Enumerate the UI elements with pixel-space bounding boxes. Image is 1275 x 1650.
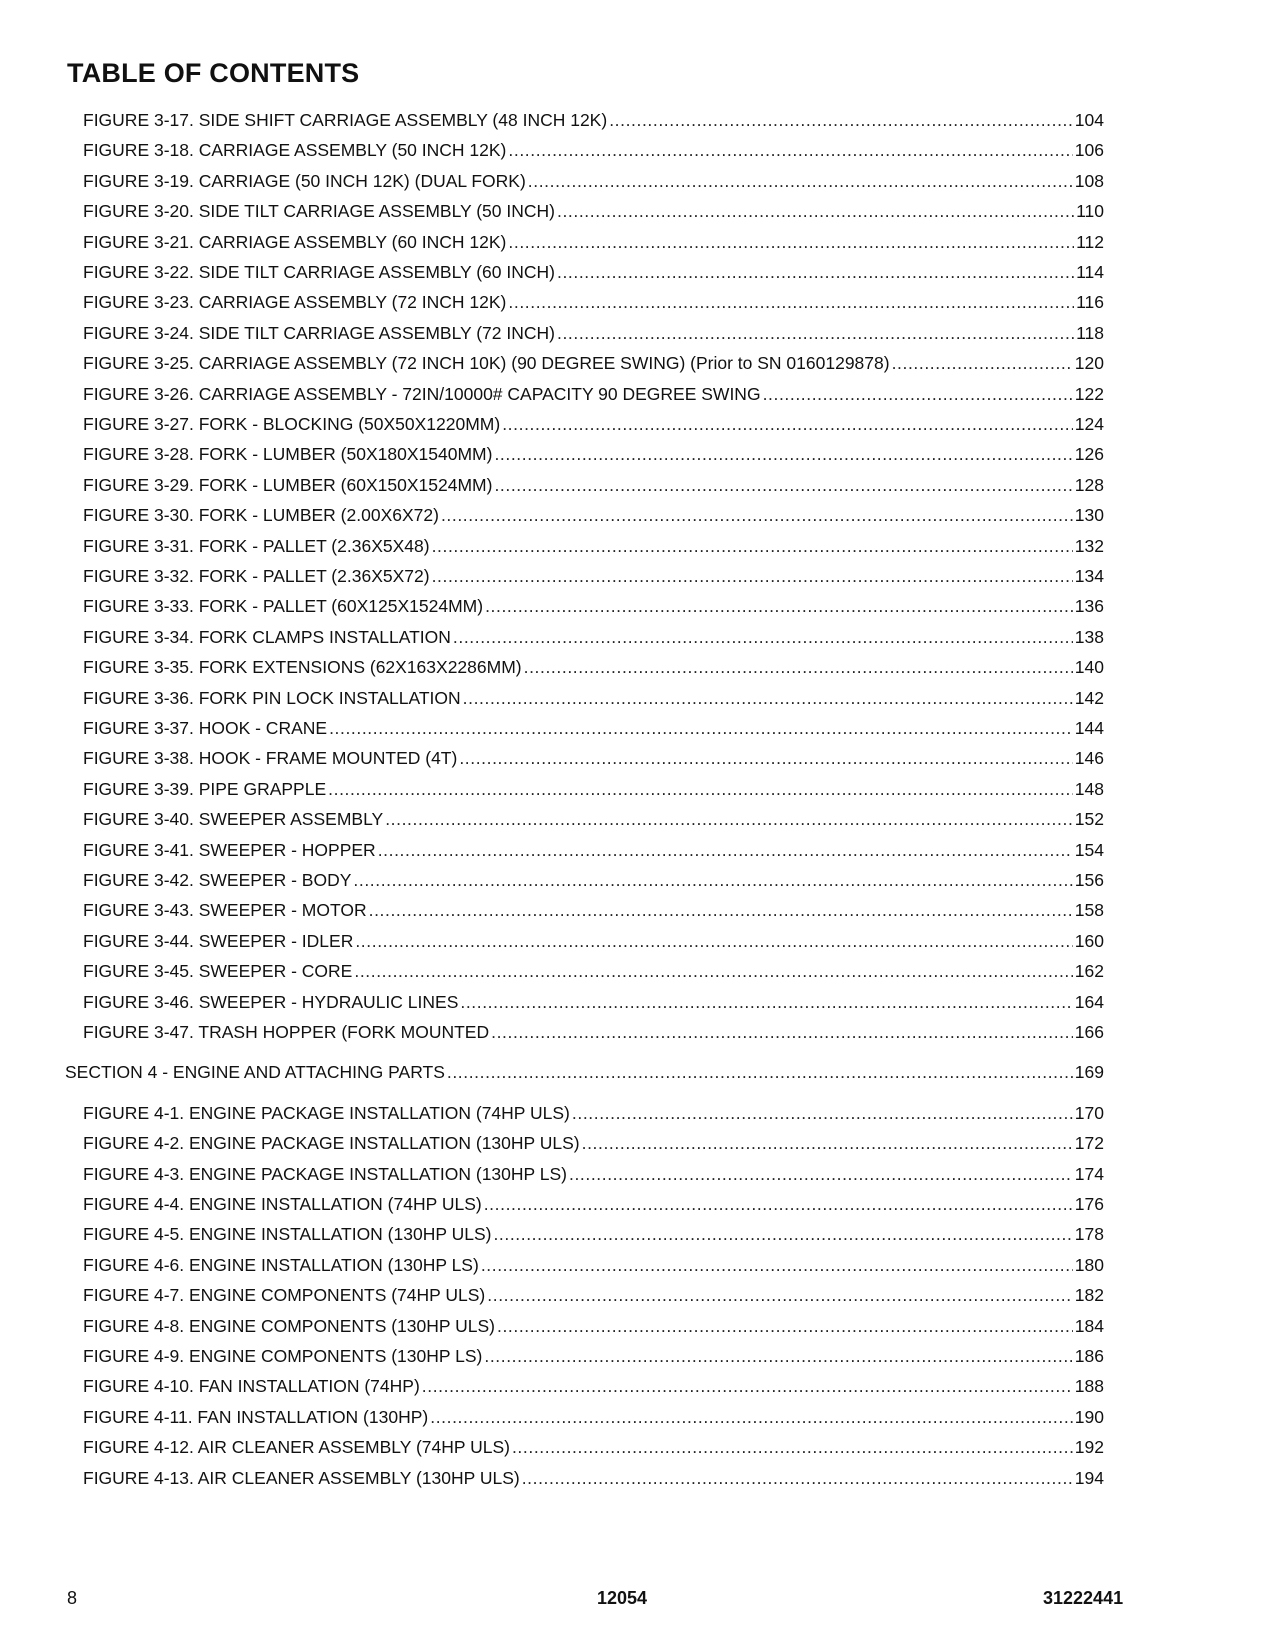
toc-figure-link[interactable] [83, 1129, 1104, 1153]
dot-leader [508, 292, 1074, 312]
toc-entry-page: 108 [1074, 171, 1104, 191]
toc-entry-label: FIGURE 4-2. ENGINE PACKAGE INSTALLATION (130HP ULS) [83, 1133, 580, 1153]
toc-entry-page: 116 [1076, 292, 1104, 312]
toc-figure-link[interactable] [83, 805, 1104, 829]
toc-figure-link[interactable] [83, 896, 1104, 920]
toc-entry-label: FIGURE 4-12. AIR CLEANER ASSEMBLY (74HP ULS) [83, 1437, 510, 1457]
toc-entry-label: FIGURE 4-13. AIR CLEANER ASSEMBLY (130HP ULS) [83, 1468, 520, 1488]
toc-entry-label: FIGURE 4-6. ENGINE INSTALLATION (130HP LS) [83, 1255, 479, 1275]
toc-entry-page: 172 [1074, 1133, 1104, 1153]
toc-figure-link[interactable] [83, 592, 1104, 616]
toc-figure-link[interactable] [83, 714, 1104, 738]
toc-entry-page: 110 [1076, 201, 1104, 221]
toc-entry-page: 194 [1074, 1468, 1104, 1488]
dot-leader [557, 323, 1074, 343]
dot-leader [508, 232, 1074, 252]
toc-figure-link[interactable] [83, 471, 1104, 495]
dot-leader [508, 140, 1072, 160]
toc-entry-page: 122 [1074, 384, 1104, 404]
toc-entry-page: 158 [1074, 900, 1104, 920]
toc-figure-link[interactable] [83, 775, 1104, 799]
toc-entry-label: FIGURE 3-35. FORK EXTENSIONS (62X163X2286MM) [83, 657, 522, 677]
toc-entry-page: 106 [1074, 140, 1104, 160]
toc-section-link[interactable] [65, 1058, 1104, 1082]
toc-figure-link[interactable] [83, 684, 1104, 708]
toc-figure-link[interactable] [83, 349, 1104, 373]
toc-figure-link[interactable] [83, 1190, 1104, 1214]
footer-part-number: 31222441 [1043, 1588, 1124, 1608]
dot-leader [463, 688, 1073, 708]
toc-figure-link[interactable] [83, 136, 1104, 160]
toc-entry-label: FIGURE 3-29. FORK - LUMBER (60X150X1524MM) [83, 475, 493, 495]
toc-entry-label: FIGURE 3-31. FORK - PALLET (2.36X5X48) [83, 536, 430, 556]
toc-entry-page: 130 [1074, 505, 1104, 525]
toc-entry-label: FIGURE 4-10. FAN INSTALLATION (74HP) [83, 1376, 420, 1396]
toc-entry-label: FIGURE 3-26. CARRIAGE ASSEMBLY - 72IN/10000# CAPACITY 90 DEGREE SWING [83, 384, 761, 404]
toc-figure-link[interactable] [83, 410, 1104, 434]
toc-figure-link[interactable] [83, 106, 1104, 130]
toc-entry-page: 120 [1074, 353, 1104, 373]
toc-entry-page: 114 [1076, 262, 1104, 282]
dot-leader [328, 779, 1073, 799]
toc-entry-page: 144 [1074, 718, 1104, 738]
toc-figure-link[interactable] [83, 562, 1104, 586]
toc-figure-link[interactable] [83, 623, 1104, 647]
toc-entry-label: FIGURE 3-30. FORK - LUMBER (2.00X6X72) [83, 505, 439, 525]
toc-entry-page: 136 [1074, 596, 1104, 616]
toc-entry-page: 154 [1074, 840, 1104, 860]
toc-entry-label: FIGURE 3-20. SIDE TILT CARRIAGE ASSEMBLY (50 INCH) [83, 201, 555, 221]
toc-entry-label: FIGURE 3-21. CARRIAGE ASSEMBLY (60 INCH 12K) [83, 232, 507, 252]
dot-leader [353, 870, 1072, 890]
toc-figure-link[interactable] [83, 957, 1104, 981]
toc-entry-page: 112 [1076, 232, 1104, 252]
toc-entry-label: SECTION 4 - ENGINE AND ATTACHING PARTS [65, 1062, 445, 1082]
dot-leader [582, 1133, 1073, 1153]
toc-figure-link[interactable] [83, 1433, 1104, 1457]
toc-entry-page: 132 [1074, 536, 1104, 556]
toc-figure-link[interactable] [83, 258, 1104, 282]
toc-entry-page: 188 [1074, 1376, 1104, 1396]
toc-entry-page: 138 [1074, 627, 1104, 647]
toc-entry-page: 176 [1074, 1194, 1104, 1214]
toc-figure-link[interactable] [83, 1281, 1104, 1305]
footer-center-code: 12054 [597, 1588, 648, 1608]
dot-leader [432, 566, 1073, 586]
toc-entry-page: 166 [1074, 1022, 1104, 1042]
toc-entry-page: 170 [1074, 1103, 1104, 1123]
dot-leader [502, 414, 1073, 434]
toc-figure-link[interactable] [83, 1251, 1104, 1275]
dot-leader [557, 262, 1074, 282]
toc-figure-link[interactable] [83, 532, 1104, 556]
toc-entry-label: FIGURE 4-7. ENGINE COMPONENTS (74HP ULS) [83, 1285, 486, 1305]
dot-leader [453, 627, 1073, 647]
toc-entry-label: FIGURE 3-36. FORK PIN LOCK INSTALLATION [83, 688, 461, 708]
toc-entry-label: FIGURE 3-40. SWEEPER ASSEMBLY [83, 809, 384, 829]
dot-leader [497, 1316, 1073, 1336]
toc-figure-link[interactable] [83, 1312, 1104, 1336]
dot-leader [494, 475, 1072, 495]
toc-figure-link[interactable] [83, 440, 1104, 464]
toc-entry-label: FIGURE 3-38. HOOK - FRAME MOUNTED (4T) [83, 748, 458, 768]
dot-leader [459, 748, 1072, 768]
dot-leader [485, 596, 1073, 616]
toc-figure-link[interactable] [83, 1018, 1104, 1042]
dot-leader [432, 536, 1073, 556]
toc-entry-label: FIGURE 3-28. FORK - LUMBER (50X180X1540MM) [83, 444, 493, 464]
dot-leader [385, 809, 1073, 829]
dot-leader [369, 900, 1073, 920]
toc-figure-link[interactable] [83, 319, 1104, 343]
toc-entry-label: FIGURE 3-32. FORK - PALLET (2.36X5X72) [83, 566, 430, 586]
dot-leader [378, 840, 1073, 860]
dot-leader [491, 1022, 1073, 1042]
toc-entry-page: 124 [1074, 414, 1104, 434]
toc-entry-label: FIGURE 3-46. SWEEPER - HYDRAULIC LINES [83, 992, 459, 1012]
toc-entry-page: 182 [1074, 1285, 1104, 1305]
toc-figure-link[interactable] [83, 197, 1104, 221]
toc-entry-page: 192 [1074, 1437, 1104, 1457]
toc-entry-label: FIGURE 3-25. CARRIAGE ASSEMBLY (72 INCH 10K) (90 DEGREE SWING) (Prior to SN 0160129878) [83, 353, 890, 373]
dot-leader [355, 931, 1072, 951]
toc-entry-label: FIGURE 3-27. FORK - BLOCKING (50X50X1220MM) [83, 414, 501, 434]
dot-leader [493, 1224, 1072, 1244]
toc-entry-label: FIGURE 3-22. SIDE TILT CARRIAGE ASSEMBLY (60 INCH) [83, 262, 555, 282]
toc-entry-page: 180 [1074, 1255, 1104, 1275]
toc-entry-page: 164 [1074, 992, 1104, 1012]
dot-leader [329, 718, 1073, 738]
toc-entry-label: FIGURE 4-9. ENGINE COMPONENTS (130HP LS) [83, 1346, 483, 1366]
dot-leader [487, 1285, 1073, 1305]
dot-leader [422, 1376, 1073, 1396]
toc-entry-page: 152 [1074, 809, 1104, 829]
toc-entry-label: FIGURE 3-19. CARRIAGE (50 INCH 12K) (DUAL FORK) [83, 171, 526, 191]
dot-leader [763, 384, 1073, 404]
toc-entry-label: FIGURE 3-17. SIDE SHIFT CARRIAGE ASSEMBLY (48 INCH 12K) [83, 110, 608, 130]
toc-figure-link[interactable] [83, 1342, 1104, 1366]
toc-figure-link[interactable] [83, 988, 1104, 1012]
toc-figure-link[interactable] [83, 1160, 1104, 1184]
toc-figure-link[interactable] [83, 501, 1104, 525]
page-title: TABLE OF CONTENTS [67, 58, 360, 88]
toc-entry-label: FIGURE 4-11. FAN INSTALLATION (130HP) [83, 1407, 429, 1427]
dot-leader [609, 110, 1073, 130]
dot-leader [460, 992, 1072, 1012]
toc-entry-page: 146 [1074, 748, 1104, 768]
dot-leader [430, 1407, 1073, 1427]
toc-figure-link[interactable] [83, 1372, 1104, 1396]
dot-leader [557, 201, 1074, 221]
toc-entry-label: FIGURE 3-33. FORK - PALLET (60X125X1524MM) [83, 596, 484, 616]
dot-leader [512, 1437, 1073, 1457]
toc-entry-page: 118 [1076, 323, 1104, 343]
toc-entry-page: 134 [1074, 566, 1104, 586]
toc-entry-label: FIGURE 3-47. TRASH HOPPER (FORK MOUNTED [83, 1022, 490, 1042]
toc-entry-page: 184 [1074, 1316, 1104, 1336]
toc-entry-label: FIGURE 3-37. HOOK - CRANE [83, 718, 328, 738]
toc-entry-label: FIGURE 4-8. ENGINE COMPONENTS (130HP ULS) [83, 1316, 495, 1336]
dot-leader [441, 505, 1073, 525]
toc-entry-page: 156 [1074, 870, 1104, 890]
toc-entry-label: FIGURE 3-34. FORK CLAMPS INSTALLATION [83, 627, 451, 647]
toc-entry-label: FIGURE 4-3. ENGINE PACKAGE INSTALLATION (130HP LS) [83, 1164, 567, 1184]
toc-figure-link[interactable] [83, 167, 1104, 191]
toc-entry-page: 126 [1074, 444, 1104, 464]
toc-entry-page: 169 [1074, 1062, 1104, 1082]
toc-entry-label: FIGURE 3-42. SWEEPER - BODY [83, 870, 352, 890]
toc-entry-page: 142 [1074, 688, 1104, 708]
dot-leader [484, 1194, 1073, 1214]
toc-figure-link[interactable] [83, 866, 1104, 890]
toc-entry-label: FIGURE 3-44. SWEEPER - IDLER [83, 931, 354, 951]
toc-entry-page: 174 [1074, 1164, 1104, 1184]
toc-figure-link[interactable] [83, 1464, 1104, 1488]
toc-entry-label: FIGURE 4-4. ENGINE INSTALLATION (74HP ULS) [83, 1194, 482, 1214]
dot-leader [524, 657, 1073, 677]
toc-entry-page: 148 [1074, 779, 1104, 799]
toc-entry-page: 178 [1074, 1224, 1104, 1244]
toc-figure-link[interactable] [83, 228, 1104, 252]
dot-leader [494, 444, 1072, 464]
toc-entry-label: FIGURE 3-18. CARRIAGE ASSEMBLY (50 INCH 12K) [83, 140, 507, 160]
toc-entry-label: FIGURE 3-23. CARRIAGE ASSEMBLY (72 INCH 12K) [83, 292, 507, 312]
toc-figure-link[interactable] [83, 927, 1104, 951]
toc-figure-link[interactable] [83, 1099, 1104, 1123]
dot-leader [484, 1346, 1072, 1366]
toc-figure-link[interactable] [83, 380, 1104, 404]
toc-entry-page: 128 [1074, 475, 1104, 495]
toc-figure-link[interactable] [83, 288, 1104, 312]
toc-figure-link[interactable] [83, 1220, 1104, 1244]
toc-figure-link[interactable] [83, 744, 1104, 768]
dot-leader [892, 353, 1073, 373]
toc-entry-label: FIGURE 4-1. ENGINE PACKAGE INSTALLATION (74HP ULS) [83, 1103, 570, 1123]
toc-entry-label: FIGURE 3-39. PIPE GRAPPLE [83, 779, 327, 799]
dot-leader [569, 1164, 1073, 1184]
toc-entry-page: 190 [1074, 1407, 1104, 1427]
toc-entry-label: FIGURE 3-43. SWEEPER - MOTOR [83, 900, 367, 920]
footer-page-number: 8 [67, 1588, 78, 1608]
dot-leader [528, 171, 1073, 191]
toc-figure-link[interactable] [83, 653, 1104, 677]
dot-leader [522, 1468, 1073, 1488]
dot-leader [481, 1255, 1073, 1275]
toc-figure-link[interactable] [83, 836, 1104, 860]
toc-entry-label: FIGURE 4-5. ENGINE INSTALLATION (130HP ULS) [83, 1224, 492, 1244]
dot-leader [572, 1103, 1073, 1123]
toc-entry-page: 104 [1074, 110, 1104, 130]
toc-figure-link[interactable] [83, 1403, 1104, 1427]
toc-entry-page: 162 [1074, 961, 1104, 981]
toc-entry-label: FIGURE 3-41. SWEEPER - HOPPER [83, 840, 376, 860]
toc-entry-page: 186 [1074, 1346, 1104, 1366]
toc-entry-label: FIGURE 3-45. SWEEPER - CORE [83, 961, 353, 981]
dot-leader [447, 1062, 1073, 1082]
toc-entry-page: 160 [1074, 931, 1104, 951]
dot-leader [354, 961, 1072, 981]
toc-entry-page: 140 [1074, 657, 1104, 677]
toc-entry-label: FIGURE 3-24. SIDE TILT CARRIAGE ASSEMBLY (72 INCH) [83, 323, 555, 343]
